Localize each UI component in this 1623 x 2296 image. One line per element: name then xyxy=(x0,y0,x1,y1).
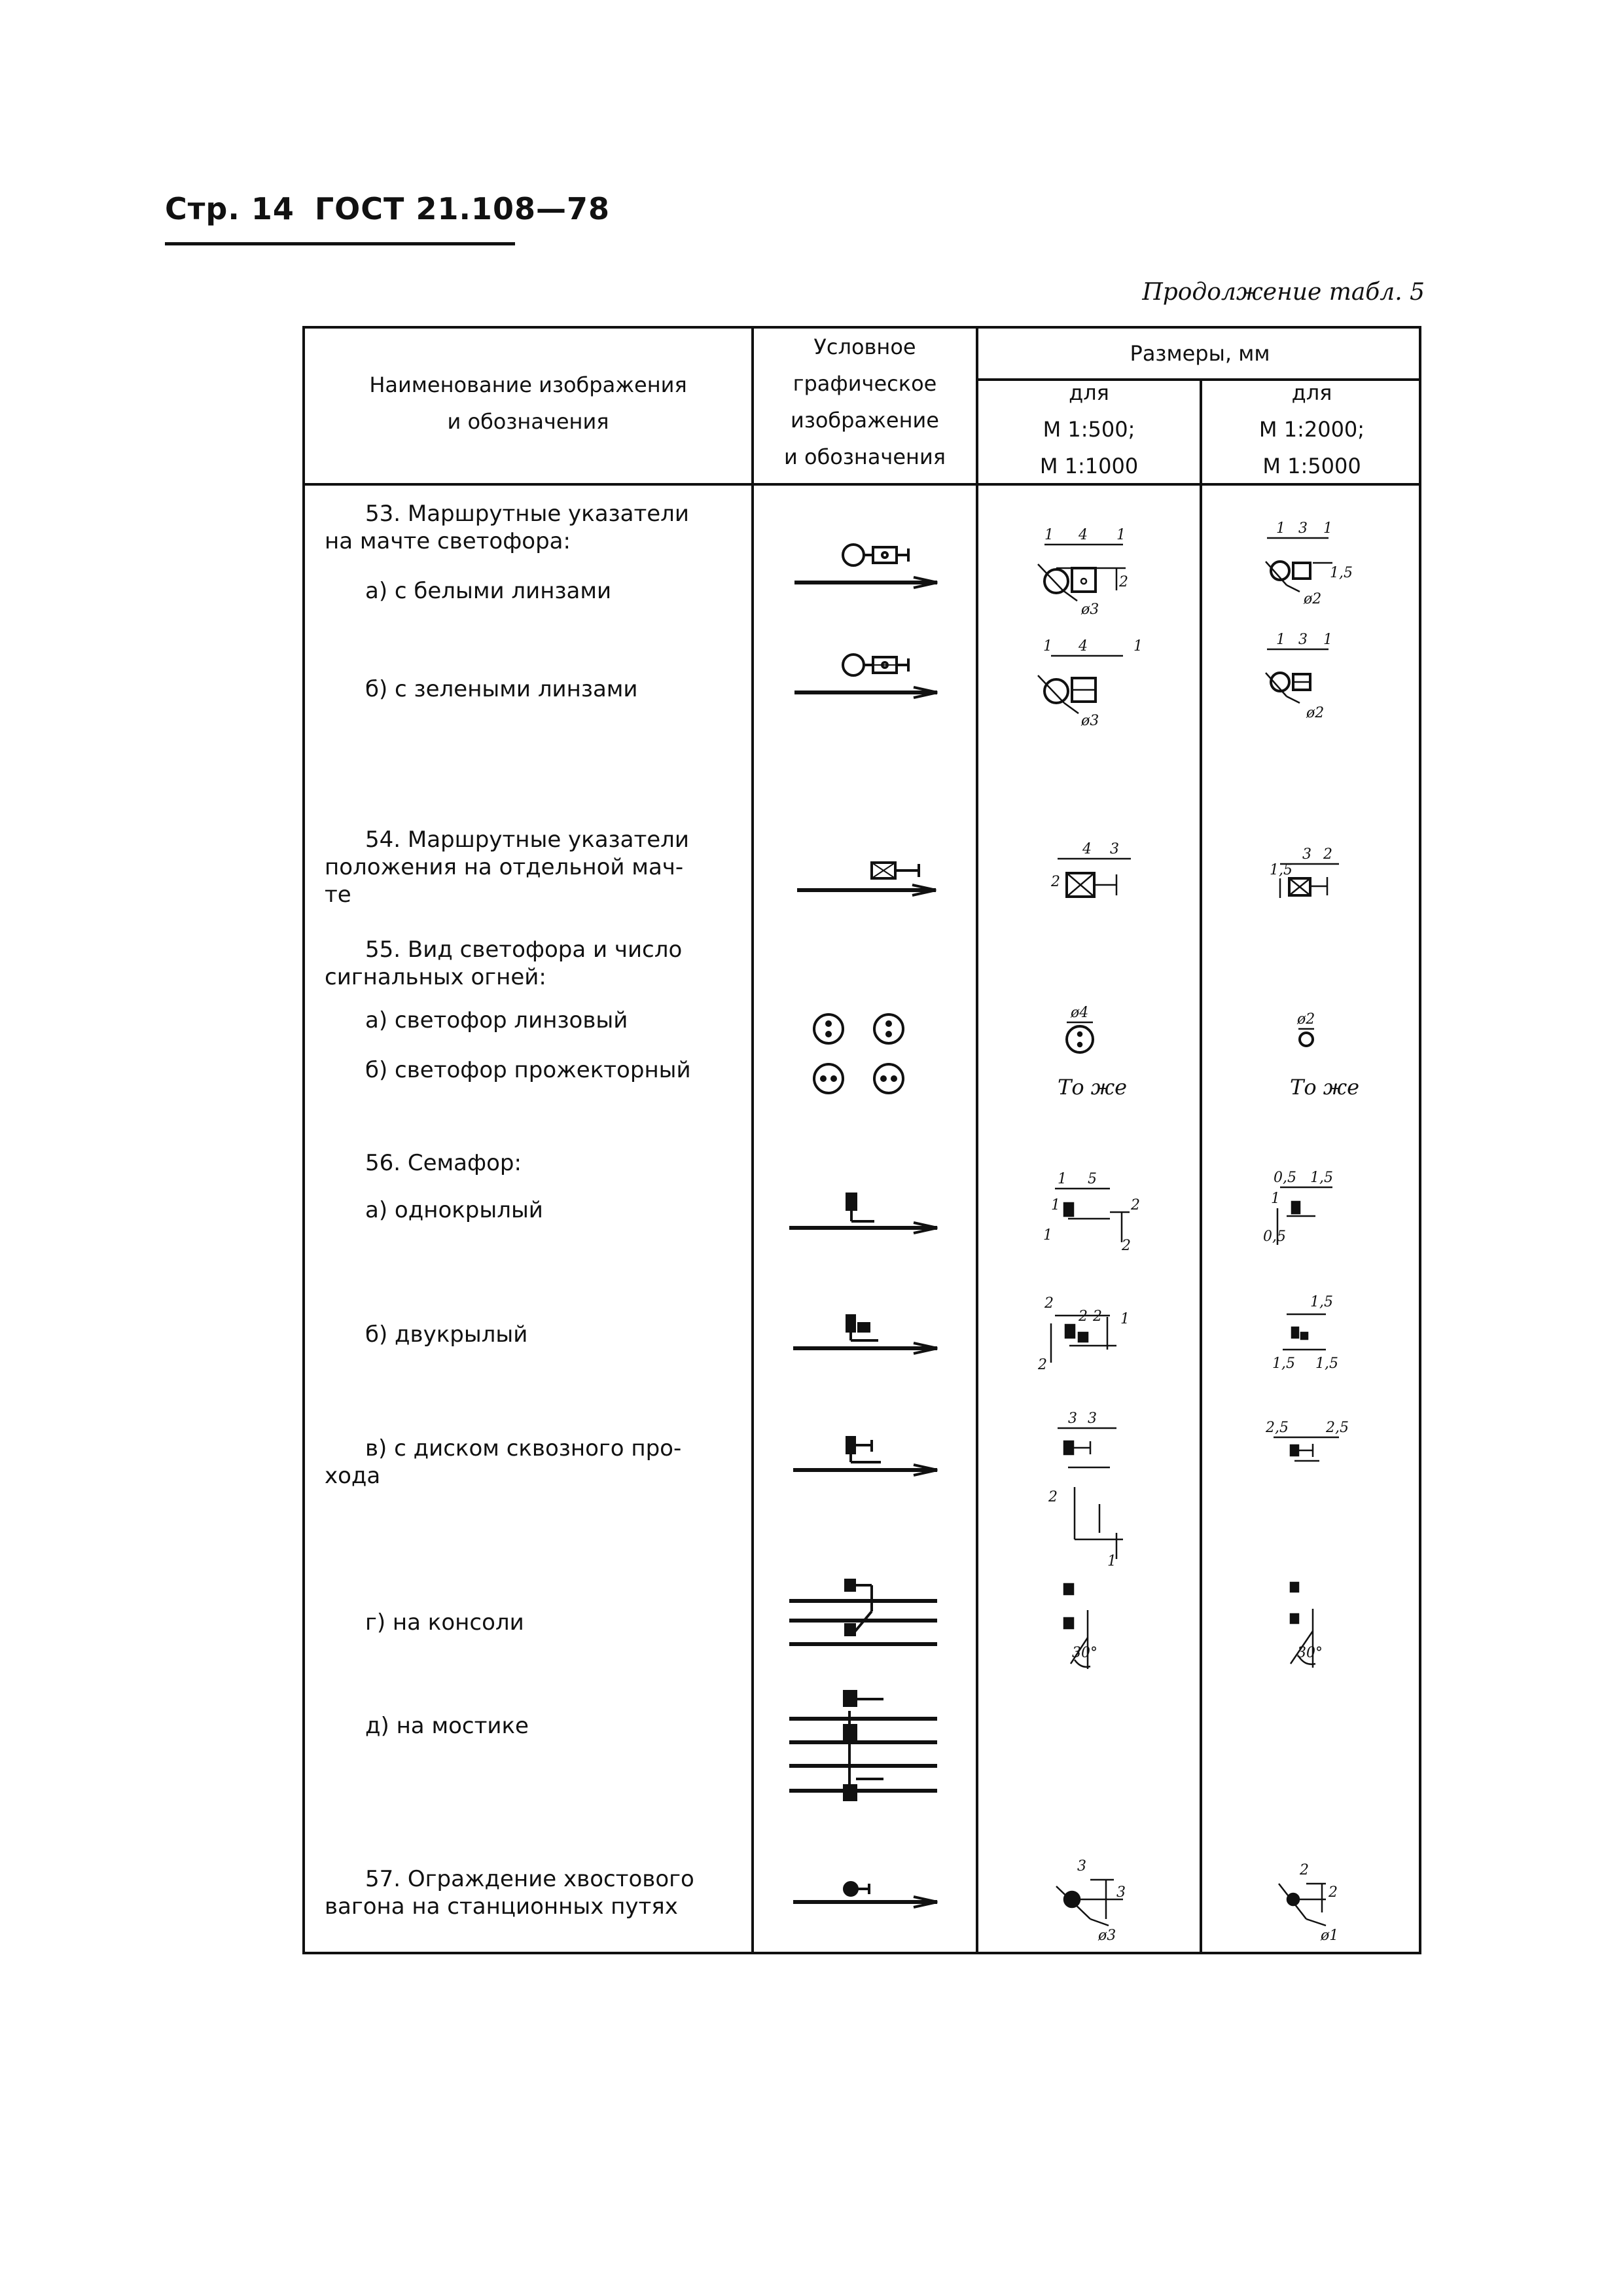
header-sizes: Размеры, мм xyxy=(1130,341,1270,366)
dim-label: 0,5 xyxy=(1274,1170,1296,1186)
row-53-title: 53. Маршрутные указатели на мачте светофора: xyxy=(325,501,690,554)
row-55a: а) светофор линзовый xyxy=(365,1007,628,1033)
dim-label: 1 xyxy=(1276,632,1285,648)
dim-label: 3 xyxy=(1116,1884,1126,1901)
symbols-table xyxy=(302,326,1421,1954)
dim-label: 1 xyxy=(1133,638,1143,655)
dim-label: 2,5 xyxy=(1266,1420,1289,1436)
row-56d: д) на мостике xyxy=(365,1713,529,1739)
dim-label: 3 xyxy=(1077,1858,1086,1874)
row-53a: а) с белыми линзами xyxy=(365,578,612,604)
dim-label: 1,5 xyxy=(1310,1294,1333,1310)
dim-label: 1 xyxy=(1058,1171,1067,1187)
dim-label: 2 xyxy=(1300,1862,1309,1878)
standard-code: ГОСТ 21.108—78 xyxy=(314,191,610,226)
symbol-54 xyxy=(797,863,936,895)
row-57: 57. Ограждение хвостового вагона на станционных путях xyxy=(325,1866,694,1920)
dim-label: ø2 xyxy=(1297,1011,1315,1028)
dim-label: 3 xyxy=(1298,520,1308,537)
row-53b: б) с зелеными линзами xyxy=(365,676,638,702)
dim-label: 2 xyxy=(1079,1308,1088,1325)
symbol-drawings xyxy=(305,329,1424,1957)
dim-label: 2 xyxy=(1329,1884,1338,1901)
row-55b: б) светофор прожекторный xyxy=(365,1057,691,1083)
dim-label: 1 xyxy=(1107,1553,1116,1570)
dim-label: 30° xyxy=(1297,1645,1323,1661)
row-56a: а) однокрылый xyxy=(365,1197,543,1223)
dim-label: 1,5 xyxy=(1270,862,1293,878)
dimension-labels xyxy=(1037,520,1353,1944)
dim-label: 3 xyxy=(1068,1410,1077,1427)
dim-label: 1 xyxy=(1044,527,1054,543)
dim-label: 1 xyxy=(1276,520,1285,537)
dim-label: 3 xyxy=(1088,1410,1097,1427)
dim-label: ø2 xyxy=(1304,591,1322,607)
same-label-2: То же xyxy=(1290,1075,1360,1100)
dim-label: 2 xyxy=(1119,574,1128,590)
dim-label: ø3 xyxy=(1081,601,1099,618)
dim-label: 1,5 xyxy=(1330,565,1353,581)
dim-label: 2 xyxy=(1038,1357,1047,1373)
symbol-56g xyxy=(789,1580,937,1644)
dim-label: 1 xyxy=(1120,1311,1130,1327)
dim-label: 1 xyxy=(1043,638,1052,655)
dim-label: 2 xyxy=(1131,1197,1140,1213)
dim-label: 1 xyxy=(1116,527,1126,543)
row-56g: г) на консоли xyxy=(365,1609,524,1636)
dim-label: 2 xyxy=(1044,1295,1054,1312)
dim-label: ø3 xyxy=(1081,713,1099,729)
dim-label: 1,5 xyxy=(1272,1355,1295,1372)
row-55-title: 55. Вид светофора и число сигнальных огней: xyxy=(325,937,683,990)
dim-label: 1 xyxy=(1043,1227,1052,1244)
row-56-title: 56. Семафор: xyxy=(365,1150,522,1176)
header-name: Наименование изображения и обозначения xyxy=(369,372,687,434)
header-scale-1: для М 1:500; М 1:1000 xyxy=(1039,380,1139,478)
dim-label: 4 xyxy=(1079,638,1088,655)
symbol-56v xyxy=(793,1437,937,1475)
dim-label: ø2 xyxy=(1306,705,1325,721)
header-symbol: Условное графическое изображение и обозначения xyxy=(784,334,946,469)
dim-label: 2 xyxy=(1093,1308,1102,1325)
dim-label: 2 xyxy=(1323,846,1332,863)
dim-label: 4 xyxy=(1082,841,1092,857)
dim-label: 1 xyxy=(1051,1197,1060,1213)
symbol-57 xyxy=(793,1882,937,1907)
dim-label: 2 xyxy=(1122,1238,1131,1254)
page-number: Стр. 14 xyxy=(165,191,294,226)
dim-label: 2 xyxy=(1048,1489,1058,1505)
dim-label: ø4 xyxy=(1071,1005,1089,1021)
symbol-55 xyxy=(814,1014,903,1093)
symbol-56b xyxy=(793,1316,937,1354)
dim-label: 3 xyxy=(1110,841,1119,857)
dim-label: 3 xyxy=(1302,846,1311,863)
page-header xyxy=(165,191,610,226)
symbol-56d xyxy=(789,1691,937,1800)
dim-label: ø1 xyxy=(1321,1928,1339,1944)
dim-label: 2 xyxy=(1051,874,1060,890)
dim-label: 1 xyxy=(1323,632,1332,648)
header-underline xyxy=(165,242,515,245)
dim-label: 1,5 xyxy=(1315,1355,1338,1372)
dim-label: 1,5 xyxy=(1310,1170,1333,1186)
dim-label: 30° xyxy=(1072,1645,1097,1661)
header-scale-2: для М 1:2000; М 1:5000 xyxy=(1258,380,1365,478)
symbol-53a xyxy=(794,545,937,588)
dim-label: 1 xyxy=(1323,520,1332,537)
dim-label: 2,5 xyxy=(1326,1420,1349,1436)
dim-label: 0,5 xyxy=(1263,1229,1286,1245)
symbol-53b xyxy=(794,655,937,698)
dim-label: ø3 xyxy=(1098,1928,1116,1944)
row-56v: в) с диском сквозного про- хода xyxy=(325,1435,682,1489)
row-56b: б) двукрылый xyxy=(365,1321,528,1348)
symbol-56a xyxy=(789,1194,937,1233)
table-continuation: Продолжение табл. 5 xyxy=(1142,279,1425,306)
dim-label: 4 xyxy=(1079,527,1088,543)
dim-label: 1 xyxy=(1271,1191,1280,1207)
dim-label: 5 xyxy=(1088,1171,1097,1187)
dim-label: 3 xyxy=(1298,632,1308,648)
same-label-1: То же xyxy=(1058,1075,1128,1100)
row-54: 54. Маршрутные указатели положения на отдельной мач- те xyxy=(325,827,690,908)
